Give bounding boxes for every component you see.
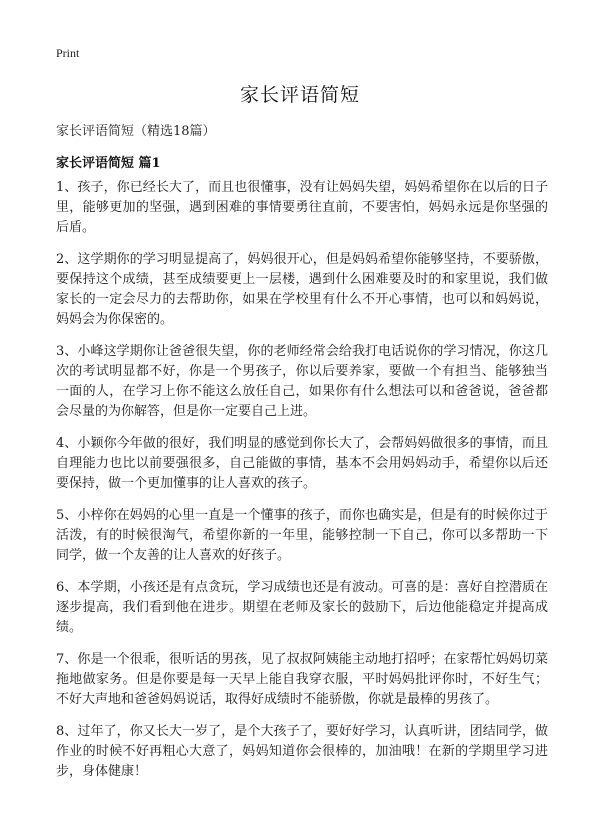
document-subtitle: 家长评语简短（精选18篇） (56, 124, 216, 139)
section-heading: 家长评语简短 篇1 (56, 156, 161, 171)
paragraph-8: 8、过年了，你又长大一岁了，是个大孩子了，要好好学习，认真听讲，团结同学，做作业的时候不好再粗心大意了，妈妈知道你会很棒的，加油哦！在新的学期里学习进步，身体健康！ (56, 724, 548, 779)
print-label: Print (56, 46, 80, 60)
paragraph-7: 7、你是一个很乖，很听话的男孩，见了叔叔阿姨能主动地打招呼；在家帮忙妈妈切菜拖地做家务。但是你要是每一天早上能自我穿衣服，平时妈妈批评你时，不好生气；不好大声地和爸爸妈妈说话，取得好成绩时不能骄傲，你就是最棒的男孩了。 (56, 652, 548, 707)
paragraph-2: 2、这学期你的学习明显提高了，妈妈很开心，但是妈妈希望你能够坚持，不要骄傲，要保持这个成绩，甚至成绩要更上一层楼，遇到什么困难要及时的和家里说，我们做家长的一定会尽力的去帮助你，如果在学校里有什么不开心事情，也可以和妈妈说，妈妈会为你保密的。 (56, 252, 548, 327)
document-body (56, 178, 548, 794)
paragraph-6: 6、本学期，小孩还是有点贪玩，学习成绩也还是有波动。可喜的是：喜好自控潜质在逐步提高，我们看到他在进步。期望在老师及家长的鼓励下，后边他能稳定并提高成绩。 (56, 580, 548, 635)
page-title: 家长评语简短 (239, 84, 360, 106)
paragraph-1: 1、孩子，你已经长大了，而且也很懂事，没有让妈妈失望，妈妈希望你在以后的日子里，能够更加的坚强，遇到困难的事情要勇往直前，不要害怕，妈妈永远是你坚强的后盾。 (56, 180, 548, 235)
paragraph-3: 3、小峰这学期你让爸爸很失望，你的老师经常会给我打电话说你的学习情况，你这几次的考试明显都不好，你是一个男孩子，你以后要养家，要做一个有担当、能够独当一面的人，在学习上你不能这么放任自己，如果你有什么想法可以和爸爸说，爸爸都会尽量的为你解答，但是你一定要自己上进。 (56, 344, 548, 419)
paragraph-4: 4、小颖你今年做的很好，我们明显的感觉到你长大了，会帮妈妈做很多的事情，而且自理能力也比以前要强很多，自己能做的事情，基本不会用妈妈动手，希望你以后还要保持，做一个更加懂事的让人喜欢的孩子。 (56, 436, 548, 491)
paragraph-5: 5、小梓你在妈妈的心里一直是一个懂事的孩子，而你也确实是，但是有的时候你过于活泼，有的时候很淘气，希望你新的一年里，能够控制一下自己，你可以多帮助一下同学，做一个友善的让人喜欢的好孩子。 (56, 508, 548, 563)
